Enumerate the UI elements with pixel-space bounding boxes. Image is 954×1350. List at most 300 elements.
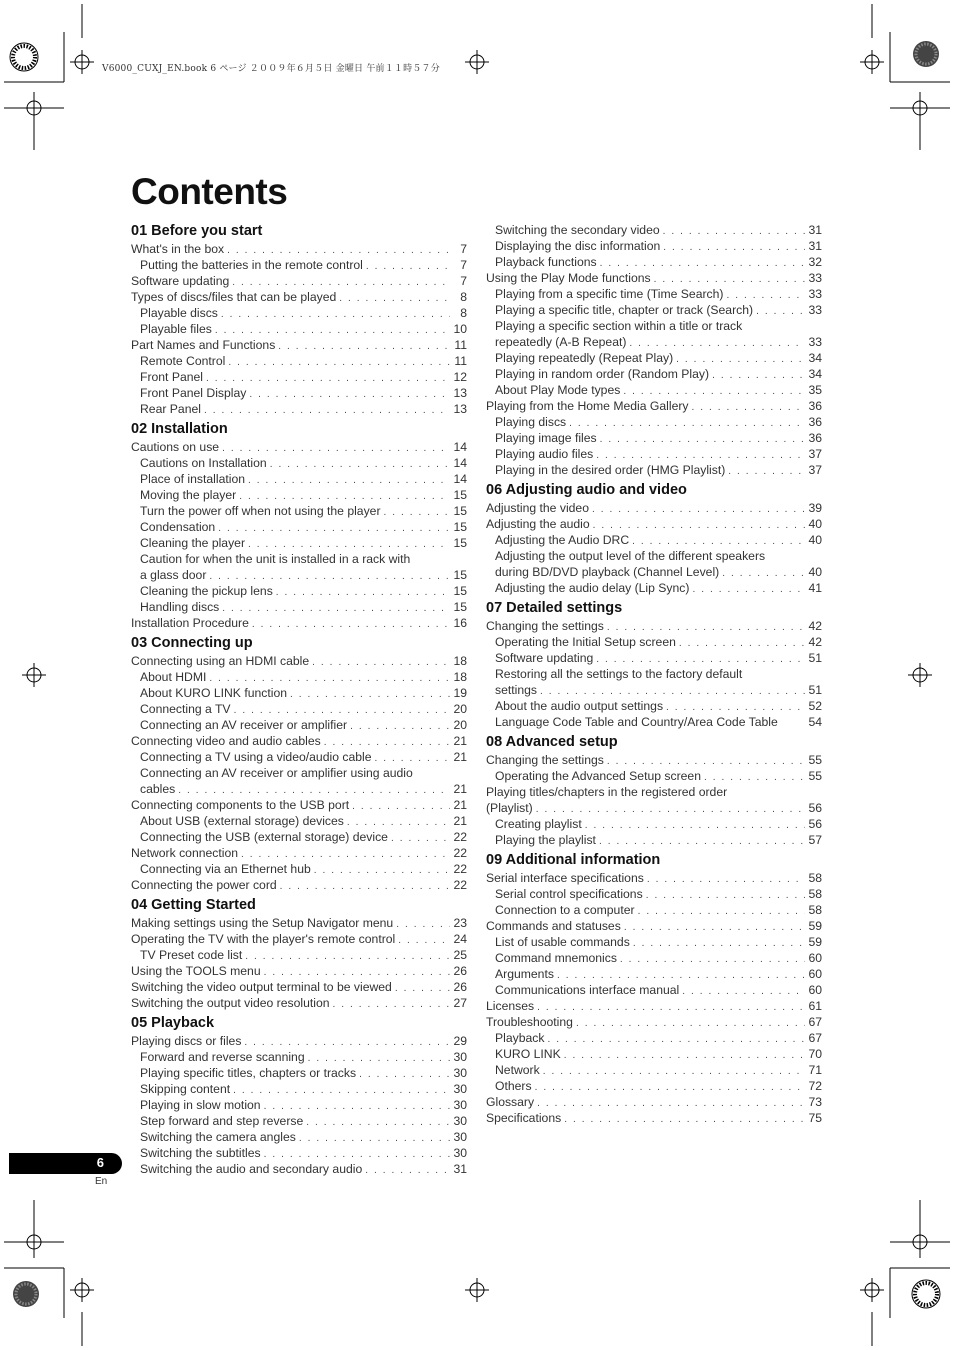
toc-entry[interactable] <box>131 669 467 685</box>
toc-entry[interactable] <box>486 752 822 768</box>
toc-entry-text: Switching the output video resolution <box>131 996 330 1010</box>
toc-entry-text: Cleaning the pickup lens <box>140 584 273 598</box>
toc-entry-text: Switching the audio and secondary audio <box>140 1162 363 1176</box>
toc-page-number: 22 <box>453 878 467 892</box>
toc-entry[interactable] <box>486 580 822 596</box>
leader-dots <box>365 1163 450 1179</box>
toc-entry[interactable] <box>131 503 467 519</box>
toc-entry[interactable] <box>486 816 822 832</box>
toc-entry-text: Playing from a specific time (Time Search) <box>495 287 724 301</box>
toc-entry-text: Playing repeatedly (Repeat Play) <box>495 351 674 365</box>
toc-page-number: 14 <box>453 472 467 486</box>
toc-entry[interactable] <box>131 717 467 733</box>
leader-dots <box>299 1131 450 1147</box>
leader-dots <box>535 1080 805 1096</box>
leader-dots <box>638 904 805 920</box>
toc-entry[interactable] <box>486 382 822 398</box>
toc-page-number: 30 <box>453 1066 467 1080</box>
leader-dots <box>624 920 805 936</box>
toc-page-number: 56 <box>808 801 822 815</box>
toc-page-number: 20 <box>453 718 467 732</box>
toc-entry-text: Connecting an AV receiver or amplifier using audio <box>140 766 413 780</box>
leader-dots <box>245 949 450 965</box>
toc-entry-text: Cautions on Installation <box>140 456 267 470</box>
toc-entry[interactable] <box>131 813 467 829</box>
toc-page-number: 73 <box>808 1095 822 1109</box>
toc-entry[interactable] <box>486 1062 822 1078</box>
toc-entry-text: Switching the subtitles <box>140 1146 261 1160</box>
toc-entry-text: (Playlist) <box>486 801 533 815</box>
toc-entry-text: Switching the camera angles <box>140 1130 296 1144</box>
page-language: En <box>95 1176 108 1187</box>
leader-dots <box>564 1112 805 1128</box>
leader-dots <box>276 585 450 601</box>
leader-dots <box>350 719 450 735</box>
toc-entry-text: Part Names and Functions <box>131 338 276 352</box>
toc-entry[interactable] <box>486 870 822 886</box>
toc-entry-text: Playing image files <box>495 431 597 445</box>
toc-page-number: 7 <box>460 258 467 272</box>
toc-entry[interactable] <box>131 289 467 305</box>
toc-page-number: 33 <box>808 335 822 349</box>
leader-dots <box>248 473 450 489</box>
leader-dots <box>222 601 450 617</box>
toc-entry[interactable] <box>486 222 822 238</box>
toc-entry[interactable] <box>486 1078 822 1094</box>
toc-page-number: 30 <box>453 1130 467 1144</box>
toc-page-number: 30 <box>453 1146 467 1160</box>
leader-dots <box>537 1096 805 1112</box>
toc-entry[interactable] <box>486 682 822 698</box>
toc-entry[interactable] <box>131 273 467 289</box>
toc-entry[interactable] <box>486 238 822 254</box>
leader-dots <box>728 464 805 480</box>
toc-entry-text: Caution for when the unit is installed in a rack with <box>140 552 411 566</box>
toc-entry-text: a glass door <box>140 568 207 582</box>
toc-entry[interactable] <box>486 516 822 532</box>
toc-entry[interactable] <box>486 302 822 318</box>
toc-page-number: 26 <box>453 964 467 978</box>
toc-entry-text: Others <box>495 1079 532 1093</box>
toc-entry[interactable] <box>131 439 467 455</box>
toc-entry[interactable] <box>486 800 822 816</box>
toc-page-number: 30 <box>453 1098 467 1112</box>
toc-entry-text: Connecting via an Ethernet hub <box>140 862 311 876</box>
toc-entry[interactable] <box>486 398 822 414</box>
toc-page-number: 22 <box>453 846 467 860</box>
leader-dots <box>600 432 805 448</box>
toc-page-number: 58 <box>808 903 822 917</box>
leader-dots <box>537 1000 805 1016</box>
toc-entry-text: About Play Mode types <box>495 383 621 397</box>
toc-entry-text: Putting the batteries in the remote control <box>140 258 363 272</box>
toc-page-number: 55 <box>808 769 822 783</box>
leader-dots <box>204 403 450 419</box>
toc-entry[interactable] <box>131 1081 467 1097</box>
toc-entry[interactable] <box>486 1094 822 1110</box>
toc-entry-text: Adjusting the Audio DRC <box>495 533 630 547</box>
section-heading: 08 Advanced setup <box>486 734 618 750</box>
toc-entry[interactable] <box>131 1065 467 1081</box>
toc-entry-text: Playing a specific section within a title or track <box>495 319 743 333</box>
toc-entry[interactable] <box>131 535 467 551</box>
toc-page-number: 36 <box>808 415 822 429</box>
toc-entry[interactable] <box>486 698 822 714</box>
toc-page-number: 67 <box>808 1015 822 1029</box>
toc-entry[interactable] <box>486 350 822 366</box>
toc-entry[interactable] <box>131 257 467 273</box>
leader-dots <box>398 933 450 949</box>
toc-entry-text: Adjusting the video <box>486 501 589 515</box>
toc-page-number: 60 <box>808 983 822 997</box>
toc-entry-text: Forward and reverse scanning <box>140 1050 305 1064</box>
toc-page-number: 31 <box>808 239 822 253</box>
toc-page-number: 7 <box>460 242 467 256</box>
toc-page-number: 13 <box>453 402 467 416</box>
toc-entry-text: Playing discs <box>495 415 567 429</box>
toc-entry[interactable] <box>131 1161 467 1177</box>
leader-dots <box>620 952 805 968</box>
toc-entry[interactable] <box>486 714 822 730</box>
toc-page-number: 58 <box>808 871 822 885</box>
toc-entry[interactable] <box>131 947 467 963</box>
leader-dots <box>352 799 450 815</box>
toc-page-number: 35 <box>808 383 822 397</box>
toc-entry[interactable] <box>486 446 822 462</box>
toc-page-number: 51 <box>808 651 822 665</box>
toc-entry-text: List of usable commands <box>495 935 630 949</box>
toc-entry[interactable] <box>486 1046 822 1062</box>
leader-dots <box>396 917 450 933</box>
toc-entry[interactable] <box>131 583 467 599</box>
toc-page-number: 60 <box>808 967 822 981</box>
toc-entry-text: Connecting components to the USB port <box>131 798 350 812</box>
toc-entry-text: Restoring all the settings to the factory default <box>495 667 743 681</box>
toc-entry[interactable] <box>486 1030 822 1046</box>
toc-page-number: 61 <box>808 999 822 1013</box>
toc-page-number: 25 <box>453 948 467 962</box>
toc-page-number: 18 <box>453 670 467 684</box>
toc-entry[interactable] <box>486 430 822 446</box>
toc-page-number: 33 <box>808 287 822 301</box>
toc-entry[interactable] <box>131 877 467 893</box>
leader-dots <box>585 818 805 834</box>
toc-entry[interactable] <box>486 564 822 580</box>
toc-entry[interactable] <box>131 599 467 615</box>
toc-right-column <box>486 222 822 1126</box>
toc-entry-text: Switching the video output terminal to be viewed <box>131 980 392 994</box>
toc-entry[interactable] <box>486 462 822 478</box>
toc-entry[interactable] <box>131 701 467 717</box>
toc-page-number: 23 <box>453 916 467 930</box>
section-heading: 03 Connecting up <box>131 635 253 651</box>
toc-entry[interactable] <box>131 861 467 877</box>
toc-entry[interactable] <box>131 1145 467 1161</box>
leader-dots <box>314 863 450 879</box>
leader-dots <box>270 457 450 473</box>
toc-entry[interactable] <box>131 519 467 535</box>
toc-entry[interactable] <box>131 1049 467 1065</box>
toc-entry-text: Licenses <box>486 999 535 1013</box>
leader-dots <box>384 505 450 521</box>
toc-entry[interactable] <box>131 241 467 257</box>
toc-entry-text: Software updating <box>131 274 230 288</box>
toc-page-number: 12 <box>453 370 467 384</box>
toc-entry-text: Changing the settings <box>486 753 604 767</box>
toc-entry[interactable] <box>131 353 467 369</box>
leader-dots <box>333 997 450 1013</box>
toc-page-number: 34 <box>808 351 822 365</box>
toc-entry[interactable] <box>131 369 467 385</box>
toc-entry-text: TV Preset code list <box>140 948 243 962</box>
toc-entry[interactable] <box>131 385 467 401</box>
toc-page-number: 34 <box>808 367 822 381</box>
toc-entry-text: Creating playlist <box>495 817 582 831</box>
toc-entry[interactable] <box>131 1097 467 1113</box>
toc-entry[interactable] <box>131 1033 467 1049</box>
leader-dots <box>663 240 805 256</box>
toc-entry-text: Software updating <box>495 651 594 665</box>
toc-entry[interactable] <box>486 1014 822 1030</box>
toc-entry-text: Glossary <box>486 1095 535 1109</box>
toc-page-number: 15 <box>453 520 467 534</box>
toc-entry[interactable] <box>131 567 467 583</box>
toc-page-number: 56 <box>808 817 822 831</box>
toc-entry[interactable] <box>486 254 822 270</box>
toc-entry[interactable] <box>486 270 822 286</box>
section-heading: 06 Adjusting audio and video <box>486 482 687 498</box>
toc-entry-text: Switching the secondary video <box>495 223 660 237</box>
toc-entry[interactable] <box>131 1113 467 1129</box>
toc-entry[interactable] <box>131 829 467 845</box>
toc-entry[interactable] <box>131 471 467 487</box>
section-heading: 01 Before you start <box>131 223 263 239</box>
toc-entry-text: Operating the Advanced Setup screen <box>495 769 701 783</box>
toc-page-number: 15 <box>453 504 467 518</box>
toc-entry[interactable] <box>131 995 467 1011</box>
toc-entry-text: Arguments <box>495 967 554 981</box>
toc-entry-text: Connecting a TV using a video/audio cable <box>140 750 372 764</box>
toc-entry-text: during BD/DVD playback (Channel Level) <box>495 565 720 579</box>
toc-page-number: 72 <box>808 1079 822 1093</box>
toc-page-number: 21 <box>453 814 467 828</box>
toc-entry[interactable] <box>486 334 822 350</box>
leader-dots <box>576 1016 805 1032</box>
toc-entry[interactable] <box>486 768 822 784</box>
toc-page-number: 57 <box>808 833 822 847</box>
toc-page-number: 30 <box>453 1114 467 1128</box>
toc-page-number: 8 <box>460 306 467 320</box>
toc-page-number: 21 <box>453 782 467 796</box>
leader-dots <box>395 981 450 997</box>
toc-page-number: 30 <box>453 1082 467 1096</box>
leader-dots <box>592 502 805 518</box>
toc-entry[interactable] <box>131 1129 467 1145</box>
toc-page-number: 30 <box>453 1050 467 1064</box>
toc-page-number: 15 <box>453 568 467 582</box>
section-heading: 07 Detailed settings <box>486 600 623 616</box>
section-heading: 05 Playback <box>131 1015 215 1031</box>
leader-dots <box>228 355 450 371</box>
toc-entry[interactable] <box>486 918 822 934</box>
toc-entry[interactable] <box>486 366 822 382</box>
print-header-line: V6000_CUXJ_EN.book 6 ページ ２００９年６月５日 金曜日 午前１１時５７分 <box>102 64 440 74</box>
toc-page-number: 13 <box>453 386 467 400</box>
toc-entry-text: What's in the box <box>131 242 225 256</box>
toc-entry[interactable] <box>131 915 467 931</box>
leader-dots <box>722 566 805 582</box>
toc-page-number: 21 <box>453 750 467 764</box>
toc-entry[interactable] <box>131 749 467 765</box>
toc-entry-text: Playing in slow motion <box>140 1098 261 1112</box>
toc-page-number: 14 <box>453 440 467 454</box>
toc-page-number: 58 <box>808 887 822 901</box>
leader-dots <box>339 291 450 307</box>
toc-entry[interactable] <box>131 979 467 995</box>
toc-entry[interactable] <box>131 653 467 669</box>
toc-page-number: 60 <box>808 951 822 965</box>
toc-entry-text: Commands and statuses <box>486 919 621 933</box>
toc-entry[interactable] <box>486 998 822 1014</box>
toc-entry-text: Handling discs <box>140 600 220 614</box>
toc-entry[interactable] <box>131 455 467 471</box>
toc-entry[interactable] <box>486 500 822 516</box>
toc-entry[interactable] <box>486 618 822 634</box>
toc-page-number: 29 <box>453 1034 467 1048</box>
toc-entry-text: About HDMI <box>140 670 207 684</box>
toc-entry-text: Communications interface manual <box>495 983 680 997</box>
toc-entry-text: Connecting an AV receiver or amplifier <box>140 718 348 732</box>
leader-dots <box>564 1048 805 1064</box>
toc-entry[interactable] <box>131 321 467 337</box>
toc-page-number: 59 <box>808 935 822 949</box>
toc-entry[interactable] <box>131 615 467 631</box>
toc-entry[interactable] <box>131 401 467 417</box>
toc-entry-text: Rear Panel <box>140 402 201 416</box>
toc-entry-text: Playback functions <box>495 255 597 269</box>
toc-page-number: 33 <box>808 271 822 285</box>
toc-entry-text: Connecting using an HDMI cable <box>131 654 310 668</box>
toc-entry[interactable] <box>131 963 467 979</box>
toc-entry-text: Cleaning the player <box>140 536 246 550</box>
toc-entry-text: Connecting the power cord <box>131 878 277 892</box>
toc-entry-text: Playback <box>495 1031 545 1045</box>
toc-entry-text: Network connection <box>131 846 239 860</box>
toc-page-number: 15 <box>453 488 467 502</box>
toc-entry[interactable] <box>486 532 822 548</box>
toc-page-number: 31 <box>453 1162 467 1176</box>
toc-page-number: 22 <box>453 862 467 876</box>
leader-dots <box>569 416 805 432</box>
toc-entry[interactable] <box>131 845 467 861</box>
toc-entry-text: About KURO LINK function <box>140 686 287 700</box>
toc-entry[interactable] <box>131 781 467 797</box>
leader-dots <box>391 831 450 847</box>
toc-entry[interactable] <box>486 832 822 848</box>
toc-page-number: 39 <box>808 501 822 515</box>
toc-entry[interactable] <box>131 797 467 813</box>
toc-entry[interactable] <box>486 966 822 982</box>
toc-entry[interactable] <box>131 305 467 321</box>
toc-page-number: 10 <box>453 322 467 336</box>
toc-entry-text: Serial interface specifications <box>486 871 644 885</box>
leader-dots <box>221 307 450 323</box>
toc-page-number: 21 <box>453 734 467 748</box>
leader-dots <box>633 936 805 952</box>
toc-entry-text: Using the TOOLS menu <box>131 964 261 978</box>
toc-entry[interactable] <box>486 286 822 302</box>
toc-entry-text: Types of discs/files that can be played <box>131 290 337 304</box>
toc-entry-text: About the audio output settings <box>495 699 664 713</box>
toc-entry-text: Connecting video and audio cables <box>131 734 321 748</box>
leader-dots <box>682 984 805 1000</box>
toc-entry-text: Playing from the Home Media Gallery <box>486 399 689 413</box>
leader-dots <box>249 387 450 403</box>
toc-entry[interactable] <box>486 886 822 902</box>
toc-entry-text: Operating the Initial Setup screen <box>495 635 676 649</box>
toc-page-number: 42 <box>808 619 822 633</box>
toc-entry[interactable] <box>486 950 822 966</box>
toc-entry-text: Installation Procedure <box>131 616 249 630</box>
toc-page-number: 14 <box>453 456 467 470</box>
toc-entry-text: Playable discs <box>140 306 218 320</box>
toc-entry-text: Remote Control <box>140 354 226 368</box>
toc-entry[interactable] <box>486 934 822 950</box>
toc-page-number: 24 <box>453 932 467 946</box>
leader-dots <box>646 888 805 904</box>
toc-page-number: 22 <box>453 830 467 844</box>
section-heading: 02 Installation <box>131 421 228 437</box>
toc-page-number: 7 <box>460 274 467 288</box>
leader-dots <box>692 582 805 598</box>
toc-entry[interactable] <box>486 982 822 998</box>
toc-entry[interactable] <box>131 487 467 503</box>
toc-page-number: 15 <box>453 536 467 550</box>
leader-dots <box>366 259 450 275</box>
leader-dots <box>599 834 805 850</box>
toc-entry[interactable] <box>486 650 822 666</box>
leader-dots <box>306 1115 450 1131</box>
toc-entry[interactable] <box>486 414 822 430</box>
toc-entry-text: Playing titles/chapters in the registered order <box>486 785 728 799</box>
toc-page-number: 18 <box>453 654 467 668</box>
toc-entry-text: Moving the player <box>140 488 237 502</box>
toc-page-number: 32 <box>808 255 822 269</box>
toc-left-column <box>131 222 467 1177</box>
toc-entry[interactable] <box>486 902 822 918</box>
toc-entry[interactable] <box>486 1110 822 1126</box>
toc-entry-text: Language Code Table and Country/Area Code Table <box>495 715 778 729</box>
toc-entry-text: Specifications <box>486 1111 562 1125</box>
leader-dots <box>252 617 450 633</box>
toc-entry[interactable] <box>131 685 467 701</box>
toc-page-number: 40 <box>808 517 822 531</box>
toc-entry-text: Playing in random order (Random Play) <box>495 367 710 381</box>
toc-entry[interactable] <box>486 634 822 650</box>
toc-entry[interactable] <box>131 733 467 749</box>
leader-dots <box>218 521 450 537</box>
toc-entry-text: Turn the power off when not using the player <box>140 504 381 518</box>
toc-page-number: 20 <box>453 702 467 716</box>
section-heading: 09 Additional information <box>486 852 661 868</box>
toc-entry[interactable] <box>131 337 467 353</box>
toc-entry-text: Front Panel Display <box>140 386 247 400</box>
toc-entry[interactable] <box>131 931 467 947</box>
section-heading: 04 Getting Started <box>131 897 256 913</box>
toc-page-number: 37 <box>808 463 822 477</box>
leader-dots <box>679 636 805 652</box>
toc-page-number: 36 <box>808 399 822 413</box>
